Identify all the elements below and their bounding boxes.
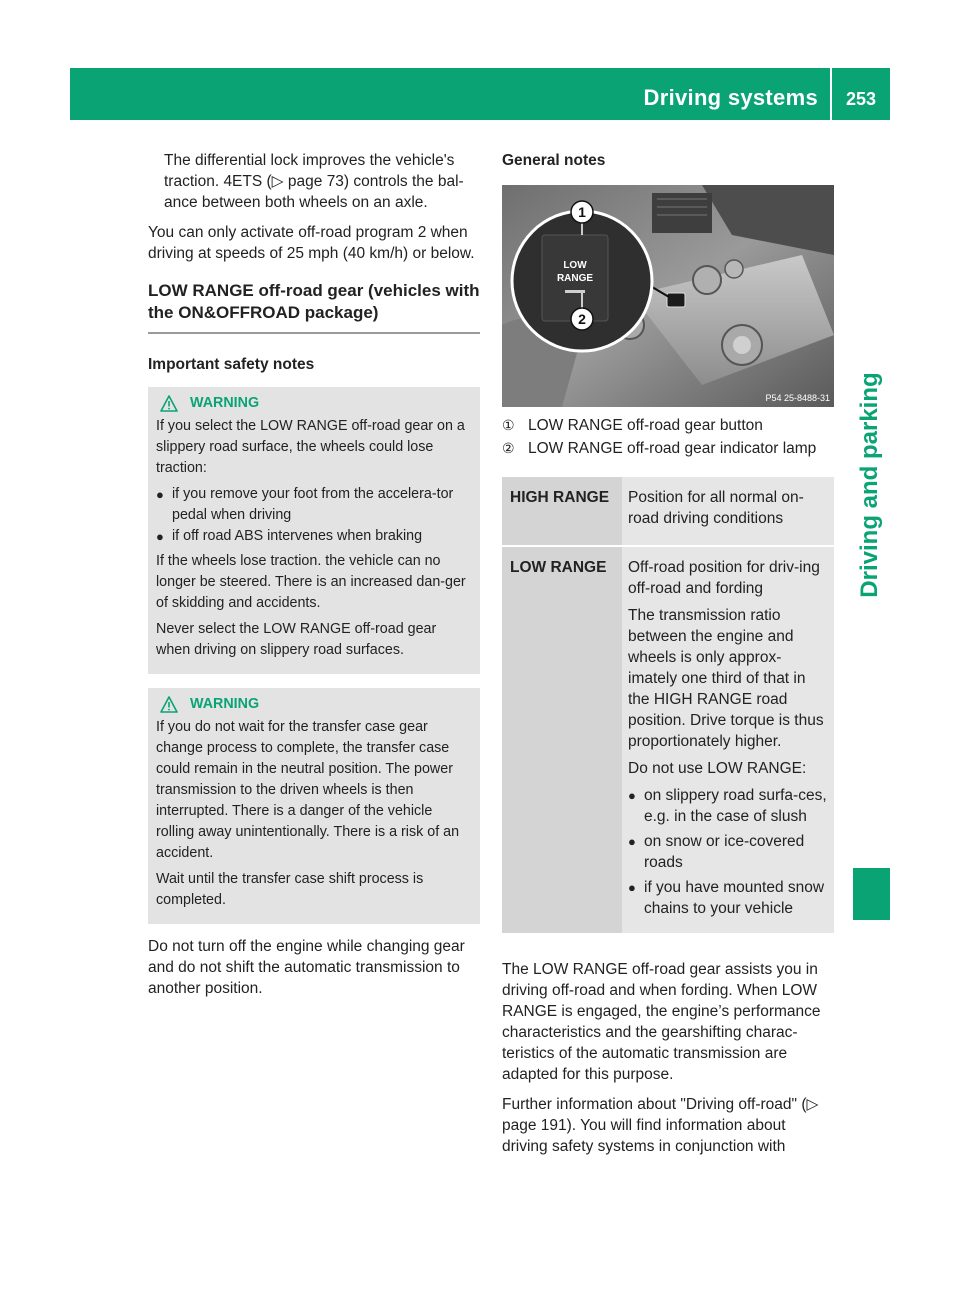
warning-bullet: ● if you remove your foot from the accelera-tor pedal when driving bbox=[156, 484, 472, 526]
header-title: Driving systems bbox=[643, 85, 818, 110]
table-row-label: HIGH RANGE bbox=[502, 477, 622, 547]
photo-button-label-line1: LOW bbox=[563, 260, 587, 271]
section-divider bbox=[148, 332, 480, 334]
gear-range-table bbox=[502, 477, 834, 935]
body-paragraph: Further information about "Driving off-road" (▷ page 191). You will find information about driving safety systems in conjunction with bbox=[502, 1096, 819, 1155]
warning-label: WARNING bbox=[190, 395, 260, 411]
right-column bbox=[502, 150, 834, 1166]
bullet-icon: ● bbox=[156, 529, 164, 544]
table-row-text: Position for all normal on-road driving conditions bbox=[622, 477, 834, 547]
table-bullet: ● if you have mounted snow chains to your vehicle bbox=[628, 879, 825, 917]
page-number: 253 bbox=[845, 89, 877, 109]
table-bullet: ● on snow or ice-covered roads bbox=[628, 833, 805, 871]
general-notes-title: General notes bbox=[502, 152, 606, 169]
warning-text: Never select the LOW RANGE off-road gear when driving on slippery road surfaces. bbox=[156, 621, 437, 658]
warning-triangle-icon bbox=[160, 696, 178, 713]
warning-text: If you select the LOW RANGE off-road gear on a slippery road surface, the wheels could lose traction: bbox=[156, 418, 465, 476]
side-tab-label: Driving and parking bbox=[856, 372, 883, 598]
console-illustration bbox=[502, 185, 834, 407]
bullet-icon: ● bbox=[628, 834, 636, 849]
warning-text: If you do not wait for the transfer case gear change process to complete, the transfer case could remain in the neutral position. The power transmission to the driven wheels is then interrupted. There is a danger of the vehicle rolling away unintentionally. There is a risk of an accident. bbox=[156, 719, 460, 861]
legend-text: LOW RANGE off-road gear indicator lamp bbox=[528, 440, 817, 457]
warning-bullet: ● if off road ABS intervenes when braking bbox=[156, 526, 472, 547]
legend-item bbox=[502, 415, 834, 436]
left-column bbox=[148, 150, 480, 1008]
photo-callout-2: 2 bbox=[578, 311, 586, 327]
warning-header bbox=[156, 393, 472, 414]
legend-item bbox=[502, 438, 834, 459]
bullet-icon: ● bbox=[156, 487, 164, 502]
warning-text: Wait until the transfer case shift process is completed. bbox=[156, 871, 424, 908]
warning-box-2 bbox=[148, 688, 480, 924]
safety-title: Important safety notes bbox=[148, 356, 315, 373]
photo-button-label-line2: RANGE bbox=[556, 273, 594, 284]
console-photo bbox=[502, 185, 834, 407]
legend-number: ② bbox=[502, 440, 515, 456]
photo-code: P54 25-8488-31 bbox=[765, 393, 830, 403]
table-row-text: Off-road position for driv-ing off-road and fording The transmission ratio between the engine and wheels is only approx-imately one third of that in the HIGH RANGE road position. Drive torque is thus proportionately higher. Do not use LOW RANGE: ● on slippery road surfa-ces, e.g. in the case of slush ● on snow or ice-covered roads ● if you have mounted snow chains to your vehicle bbox=[622, 547, 834, 935]
intro-paragraph: You can only activate off-road program 2 when driving at speeds of 25 mph (40 km/h) or below. bbox=[148, 224, 475, 262]
photo-callout-1: 1 bbox=[578, 204, 586, 220]
closing-paragraph: Do not turn off the engine while changing gear and do not shift the automatic transmission to another position. bbox=[148, 938, 465, 997]
body-paragraph: The LOW RANGE off-road gear assists you in driving off-road and when fording. When LOW RANGE is engaged, the engine’s performance characteristics and the gearshifting charac-teristics of the automatic transmission are adapted for this purpose. bbox=[502, 961, 821, 1083]
legend-text: LOW RANGE off-road gear button bbox=[528, 417, 763, 434]
table-bullet: ● on slippery road surfa-ces, e.g. in the case of slush bbox=[628, 787, 827, 825]
warning-box-1 bbox=[148, 387, 480, 674]
bullet-icon: ● bbox=[628, 880, 636, 895]
legend-number: ① bbox=[502, 417, 515, 433]
side-tab bbox=[850, 140, 890, 830]
table-row-label: LOW RANGE bbox=[502, 547, 622, 935]
section-title: LOW RANGE off-road gear (vehicles with the ON&OFFROAD package) bbox=[148, 281, 480, 322]
intro-indented-text: The differential lock improves the vehicle's traction. 4ETS (▷ page 73) controls the bal-ance between both wheels on an axle. bbox=[164, 152, 464, 211]
warning-header bbox=[156, 694, 472, 715]
header-bar bbox=[70, 68, 890, 120]
side-tab-marker bbox=[853, 868, 890, 920]
warning-triangle-icon bbox=[160, 395, 178, 412]
warning-label: WARNING bbox=[190, 696, 260, 712]
bullet-icon: ● bbox=[628, 788, 636, 803]
warning-text: If the wheels lose traction. the vehicle can no longer be steered. There is an increased dan-ger of skidding and accidents. bbox=[156, 553, 466, 611]
